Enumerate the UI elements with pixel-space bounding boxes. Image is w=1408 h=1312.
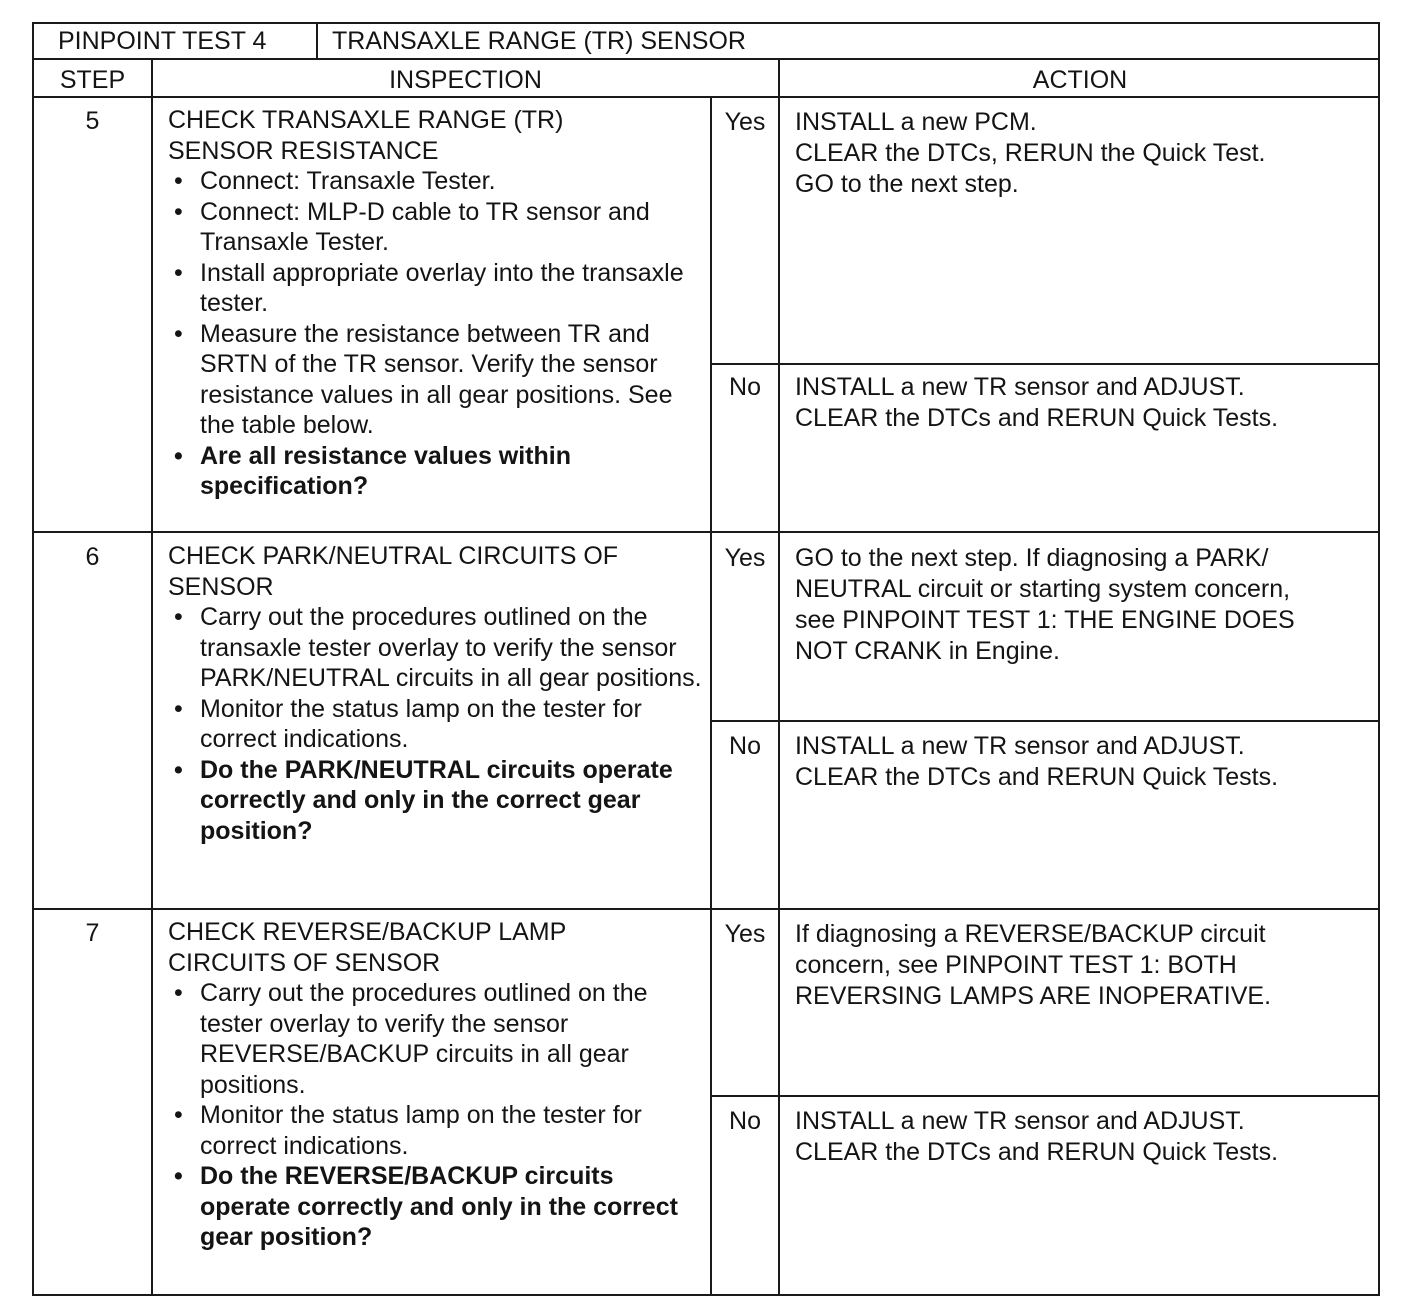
inspection-bullet: • Carry out the procedures outlined on the transaxle tester overlay to verify the sensor PARK/NEUTRAL circuits in all gear positions.	[168, 602, 708, 694]
rule-step7-yes-no	[712, 1095, 1380, 1097]
action-line: INSTALL a new TR sensor and ADJUST.	[795, 732, 1245, 760]
inspection-question: • Do the PARK/NEUTRAL circuits operate correctly and only in the correct gear position?	[168, 755, 708, 847]
action-line: concern, see PINPOINT TEST 1: BOTH	[795, 951, 1237, 979]
inspection-question: • Are all resistance values within specification?	[168, 441, 708, 502]
inspection-bullet: • Connect: Transaxle Tester.	[168, 166, 708, 197]
test-label: PINPOINT TEST 4	[58, 27, 267, 55]
step-number: 7	[85, 919, 100, 947]
step-5-yes-action	[795, 107, 1370, 200]
inspection-bullet: • Monitor the status lamp on the tester for correct indications.	[168, 1100, 708, 1161]
rule-step6-yes-no	[712, 720, 1380, 722]
no-label: No	[729, 373, 761, 401]
step-number: 6	[85, 543, 100, 571]
inspection-bullet-list	[168, 166, 708, 502]
step-6-yes-action	[795, 543, 1370, 667]
rule-step-col	[151, 58, 153, 1296]
inspection-bullet: • Carry out the procedures outlined on the tester overlay to verify the sensor REVERSE/BACKUP circuits in all gear positions.	[168, 978, 708, 1100]
inspection-heading-line: SENSOR RESISTANCE	[168, 136, 439, 165]
step-7-no-action	[795, 1106, 1370, 1168]
action-line: INSTALL a new PCM.	[795, 108, 1037, 136]
inspection-question: • Do the REVERSE/BACKUP circuits operate correctly and only in the correct gear position?	[168, 1161, 708, 1253]
action-line: REVERSING LAMPS ARE INOPERATIVE.	[795, 982, 1272, 1010]
step-6-no-action	[795, 731, 1370, 793]
no-label: No	[729, 1107, 761, 1135]
rule-title-divider	[316, 22, 318, 59]
rule-title-bottom	[32, 58, 1380, 60]
step-7-yes-action	[795, 919, 1370, 1012]
yes-label: Yes	[724, 544, 766, 572]
no-label: No	[729, 732, 761, 760]
inspection-bullet: • Connect: MLP-D cable to TR sensor and Transaxle Tester.	[168, 197, 708, 258]
step-7-inspection	[168, 917, 708, 1253]
step-column-header: STEP	[59, 66, 126, 94]
step-5-no-action	[795, 372, 1370, 434]
inspection-bullet: • Measure the resistance between TR and SRTN of the TR sensor. Verify the sensor resistance values in all gear positions. See the table below.	[168, 319, 708, 441]
step-6-inspection	[168, 541, 708, 846]
yes-label: Yes	[724, 920, 766, 948]
action-line: GO to the next step.	[795, 170, 1019, 198]
action-line: NEUTRAL circuit or starting system concern,	[795, 575, 1291, 603]
action-column-header: ACTION	[1032, 66, 1128, 94]
action-line: CLEAR the DTCs and RERUN Quick Tests.	[795, 404, 1279, 432]
inspection-heading-line: CHECK TRANSAXLE RANGE (TR)	[168, 106, 564, 134]
action-line: CLEAR the DTCs and RERUN Quick Tests.	[795, 1138, 1279, 1166]
action-line: NOT CRANK in Engine.	[795, 637, 1060, 665]
inspection-column-header: INSPECTION	[389, 66, 542, 94]
action-line: see PINPOINT TEST 1: THE ENGINE DOES	[795, 606, 1295, 634]
inspection-bullet: • Monitor the status lamp on the tester for correct indications.	[168, 694, 708, 755]
inspection-bullet: • Install appropriate overlay into the transaxle tester.	[168, 258, 708, 319]
action-line: If diagnosing a REVERSE/BACKUP circuit	[795, 920, 1266, 948]
inspection-heading-line: CHECK PARK/NEUTRAL CIRCUITS OF	[168, 542, 619, 570]
test-title: TRANSAXLE RANGE (TR) SENSOR	[332, 27, 746, 55]
rule-action-col	[778, 58, 780, 1296]
rule-step5-yes-no	[712, 363, 1380, 365]
action-line: CLEAR the DTCs and RERUN Quick Tests.	[795, 763, 1279, 791]
inspection-heading-line: SENSOR	[168, 572, 274, 601]
step-number: 5	[85, 107, 100, 135]
inspection-heading-line: CHECK REVERSE/BACKUP LAMP	[168, 918, 567, 946]
inspection-heading-line: CIRCUITS OF SENSOR	[168, 948, 441, 977]
action-line: GO to the next step. If diagnosing a PARK/	[795, 544, 1269, 572]
action-line: CLEAR the DTCs, RERUN the Quick Test.	[795, 139, 1266, 167]
action-line: INSTALL a new TR sensor and ADJUST.	[795, 373, 1245, 401]
rule-step6-bottom	[32, 908, 1380, 910]
inspection-bullet-list	[168, 602, 708, 846]
rule-step5-bottom	[32, 531, 1380, 533]
inspection-bullet-list	[168, 978, 708, 1253]
action-line: INSTALL a new TR sensor and ADJUST.	[795, 1107, 1245, 1135]
step-5-inspection	[168, 105, 708, 502]
rule-header-bottom	[32, 96, 1380, 98]
yes-label: Yes	[724, 108, 766, 136]
